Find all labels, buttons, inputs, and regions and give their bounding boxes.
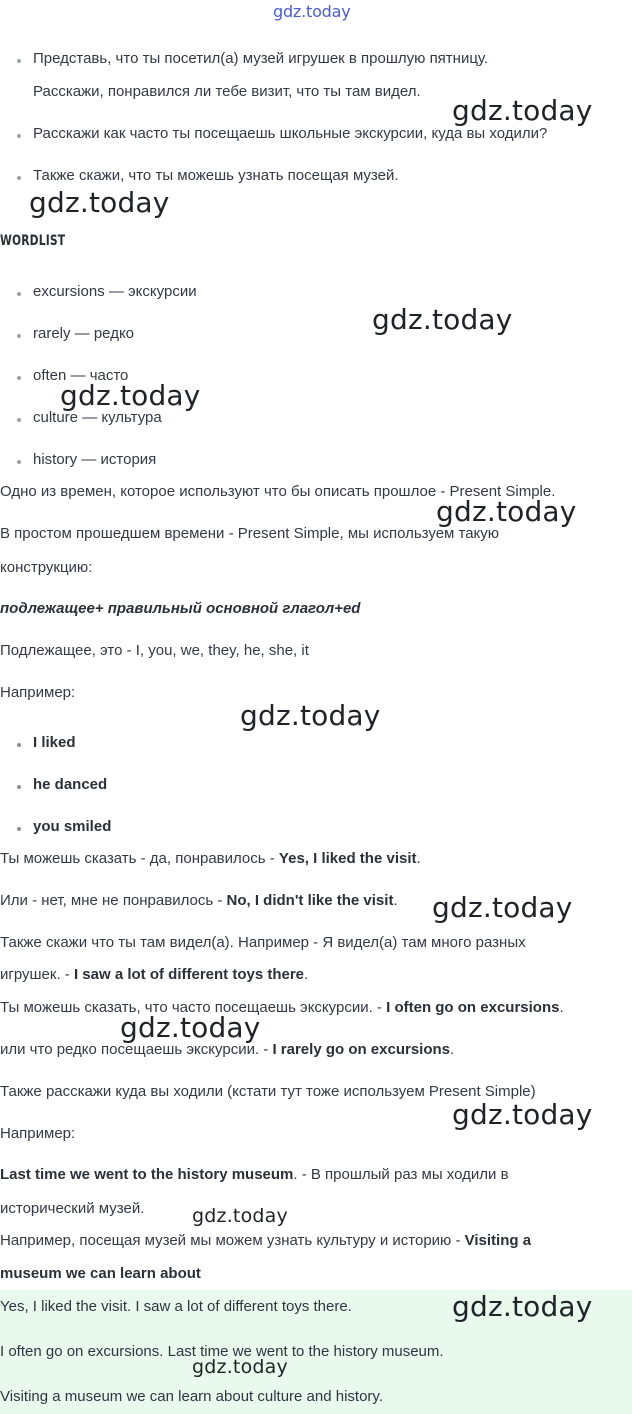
watermark: gdz.today — [29, 186, 170, 219]
bullet-dot — [17, 176, 21, 180]
yes-line — [0, 850, 421, 867]
rarely-phrase: I rarely go on excursions — [272, 1041, 451, 1058]
rarely-end: . — [450, 1041, 455, 1058]
explanation-paragraph: В простом прошедшем времени - Present Simple, мы используем такую — [0, 525, 500, 542]
yes-end: . — [416, 850, 421, 867]
saw-line-2 — [0, 966, 308, 983]
task-item-1: Представь, что ты посетил(а) музей игрушек в прошлую пятницу. — [33, 50, 489, 67]
explanation-paragraph: Одно из времен, которое используют что бы описать прошлое - Present Simple. — [0, 483, 556, 500]
watermark: gdz.today — [60, 379, 201, 412]
bullet-dot — [17, 785, 21, 789]
answer-line: Visiting a museum we can learn about culture and history. — [0, 1388, 383, 1405]
grammar-formula: подлежащее+ правильный основной глагол+ed — [0, 600, 361, 617]
example-label: Например: — [0, 1125, 76, 1142]
watermark: gdz.today — [192, 1356, 288, 1378]
example-item: he danced — [33, 776, 108, 793]
watermark: gdz.today — [372, 303, 513, 336]
example-item: you smiled — [33, 818, 112, 835]
answer-line: I often go on excursions. Last time we went to the history museum. — [0, 1343, 444, 1360]
last-time-text: . - В прошлый раз мы ходили в — [293, 1166, 509, 1183]
example-label: Например: — [0, 684, 76, 701]
often-end: . — [559, 999, 564, 1016]
visit-text: Например, посещая музей мы можем узнать культуру и историю - — [0, 1232, 465, 1249]
no-phrase: No, I didn't like the visit — [226, 892, 394, 909]
no-end: . — [393, 892, 398, 909]
watermark: gdz.today — [432, 891, 573, 924]
bullet-dot — [17, 460, 21, 464]
no-line — [0, 892, 398, 909]
bullet-dot — [17, 59, 21, 63]
last-time-phrase: Last time we went to the history museum — [0, 1166, 294, 1183]
bullet-dot — [17, 827, 21, 831]
often-phrase: I often go on excursions — [386, 999, 560, 1016]
rarely-text: или что редко посещаешь экскурсии. - — [0, 1041, 273, 1058]
wordlist-item: culture — культура — [33, 409, 162, 426]
where-line: Также расскажи куда вы ходили (кстати тут тоже используем Present Simple) — [0, 1083, 536, 1100]
wordlist-item: rarely — редко — [33, 325, 135, 342]
wordlist-item: often — часто — [33, 367, 129, 384]
task-item-1-cont: Расскажи, понравился ли тебе визит, что ты там видел. — [33, 83, 421, 100]
often-text: Ты можешь сказать, что часто посещаешь экскурсии. - — [0, 999, 387, 1016]
bullet-dot — [17, 334, 21, 338]
saw-phrase: I saw a lot of different toys there — [73, 966, 305, 983]
no-text: Или - нет, мне не понравилось - — [0, 892, 227, 909]
watermark: gdz.today — [452, 1290, 593, 1323]
last-time-line-2: исторический музей. — [0, 1200, 145, 1217]
task-item-3: Также скажи, что ты можешь узнать посещая музей. — [33, 167, 399, 184]
watermark: gdz.today — [452, 94, 593, 127]
top-watermark: gdz.today — [273, 2, 351, 21]
saw-text: игрушек. - — [0, 966, 74, 983]
wordlist-item: history — история — [33, 451, 157, 468]
bullet-dot — [17, 292, 21, 296]
task-item-2: Расскажи как часто ты посещаешь школьные экскурсии, куда вы ходили? — [33, 125, 548, 142]
bullet-dot — [17, 376, 21, 380]
yes-text: Ты можешь сказать - да, понравилось - — [0, 850, 279, 867]
bullet-dot — [17, 418, 21, 422]
saw-end: . — [304, 966, 309, 983]
last-time-line — [0, 1166, 509, 1183]
watermark: gdz.today — [240, 699, 381, 732]
bullet-dot — [17, 134, 21, 138]
visit-line-2: museum we can learn about — [0, 1265, 201, 1282]
subjects-line: Подлежащее, это - I, you, we, they, he, she, it — [0, 642, 309, 659]
answer-line: Yes, I liked the visit. I saw a lot of different toys there. — [0, 1298, 352, 1315]
watermark: gdz.today — [452, 1098, 593, 1131]
wordlist-item: excursions — экскурсии — [33, 283, 197, 300]
visit-line — [0, 1232, 531, 1249]
watermark: gdz.today — [120, 1011, 261, 1044]
wordlist-heading: WORDLIST — [0, 233, 66, 249]
saw-line-1: Также скажи что ты там видел(а). Например - Я видел(а) там много разных — [0, 934, 526, 951]
watermark: gdz.today — [192, 1205, 288, 1227]
often-line — [0, 999, 564, 1016]
bullet-dot — [17, 743, 21, 747]
example-item: I liked — [33, 734, 76, 751]
watermark: gdz.today — [436, 495, 577, 528]
visit-phrase: Visiting a — [464, 1232, 532, 1249]
yes-phrase: Yes, I liked the visit — [278, 850, 417, 867]
explanation-paragraph: конструкцию: — [0, 559, 93, 576]
